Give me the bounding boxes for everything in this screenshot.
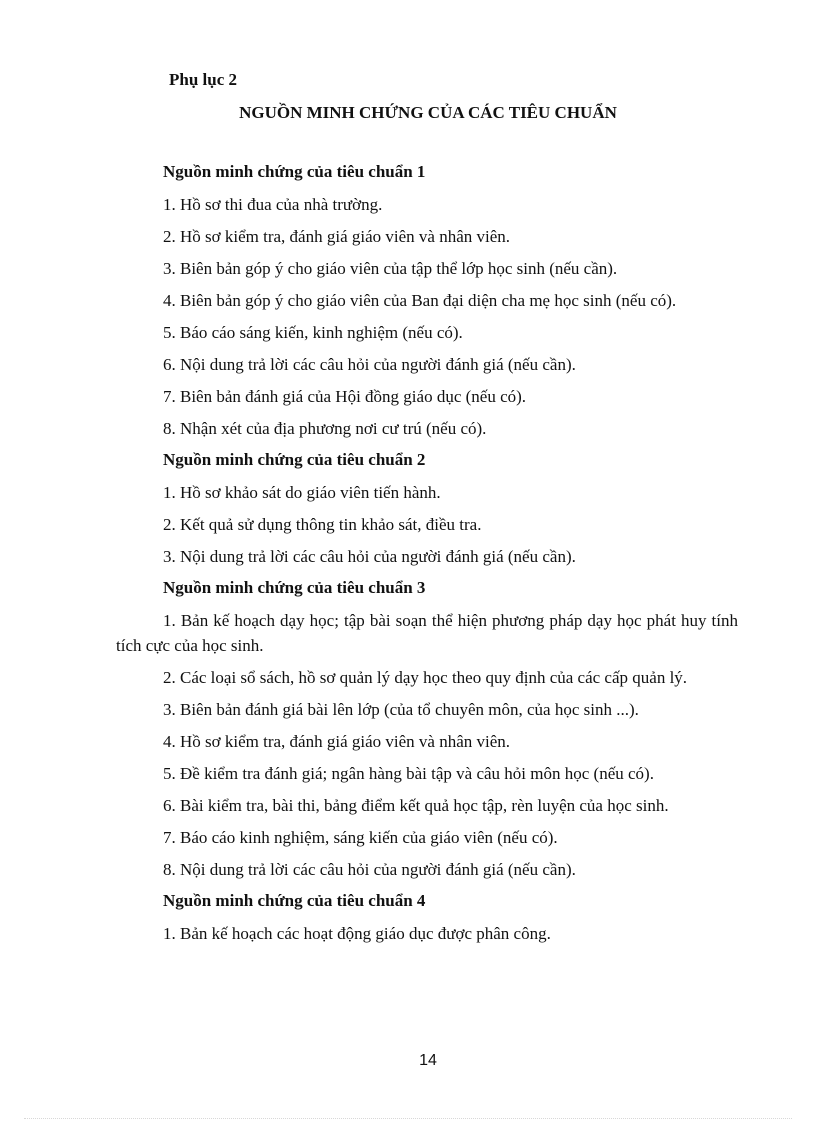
list-item: 1. Hồ sơ thi đua của nhà trường. (163, 195, 383, 214)
section-standard-1 (116, 160, 738, 441)
list-item: 2. Các loại sổ sách, hồ sơ quản lý dạy học theo quy định của các cấp quản lý. (163, 668, 688, 687)
section-heading: Nguồn minh chứng của tiêu chuẩn 3 (163, 578, 426, 597)
section-standard-3 (116, 576, 738, 882)
appendix-label: Phụ lục 2 (169, 70, 238, 89)
list-item: 8. Nhận xét của địa phương nơi cư trú (nếu có). (163, 419, 487, 438)
list-item: 3. Biên bản góp ý cho giáo viên của tập thể lớp học sinh (nếu cần). (163, 259, 618, 278)
list-item: 8. Nội dung trả lời các câu hỏi của người đánh giá (nếu cần). (163, 860, 576, 879)
page-divider (24, 1118, 792, 1119)
section-standard-4 (116, 889, 738, 946)
page-title: NGUỒN MINH CHỨNG CỦA CÁC TIÊU CHUẨN (239, 103, 617, 122)
list-item: 6. Bài kiểm tra, bài thi, bảng điểm kết quả học tập, rèn luyện của học sinh. (163, 796, 669, 815)
list-item: 6. Nội dung trả lời các câu hỏi của người đánh giá (nếu cần). (163, 355, 576, 374)
section-heading: Nguồn minh chứng của tiêu chuẩn 4 (163, 891, 426, 910)
section-standard-2 (116, 448, 738, 569)
list-item: 3. Biên bản đánh giá bài lên lớp (của tổ chuyên môn, của học sinh ...). (163, 700, 639, 719)
list-item: 1. Hồ sơ khảo sát do giáo viên tiến hành. (163, 483, 441, 502)
document-body (116, 160, 738, 953)
list-item: 4. Biên bản góp ý cho giáo viên của Ban đại diện cha mẹ học sinh (nếu có). (163, 291, 677, 310)
list-item: 5. Báo cáo sáng kiến, kinh nghiệm (nếu có). (163, 323, 463, 342)
list-item: 3. Nội dung trả lời các câu hỏi của người đánh giá (nếu cần). (163, 547, 576, 566)
section-heading: Nguồn minh chứng của tiêu chuẩn 1 (163, 162, 426, 181)
list-item: 5. Đề kiểm tra đánh giá; ngân hàng bài tập và câu hỏi môn học (nếu có). (163, 764, 654, 783)
list-item: 1. Bản kế hoạch các hoạt động giáo dục được phân công. (163, 924, 551, 943)
page-number: 14 (419, 1052, 437, 1069)
list-item: 7. Biên bản đánh giá của Hội đồng giáo dục (nếu có). (163, 387, 527, 406)
section-heading: Nguồn minh chứng của tiêu chuẩn 2 (163, 450, 426, 469)
list-item: 2. Hồ sơ kiểm tra, đánh giá giáo viên và nhân viên. (163, 227, 511, 246)
list-item: 1. Bản kế hoạch dạy học; tập bài soạn thể hiện phương pháp dạy học phát huy tính tích cực của học sinh. (116, 611, 738, 655)
list-item: 7. Báo cáo kinh nghiệm, sáng kiến của giáo viên (nếu có). (163, 828, 558, 847)
list-item: 4. Hồ sơ kiểm tra, đánh giá giáo viên và nhân viên. (163, 732, 511, 751)
list-item: 2. Kết quả sử dụng thông tin khảo sát, điều tra. (163, 515, 482, 534)
